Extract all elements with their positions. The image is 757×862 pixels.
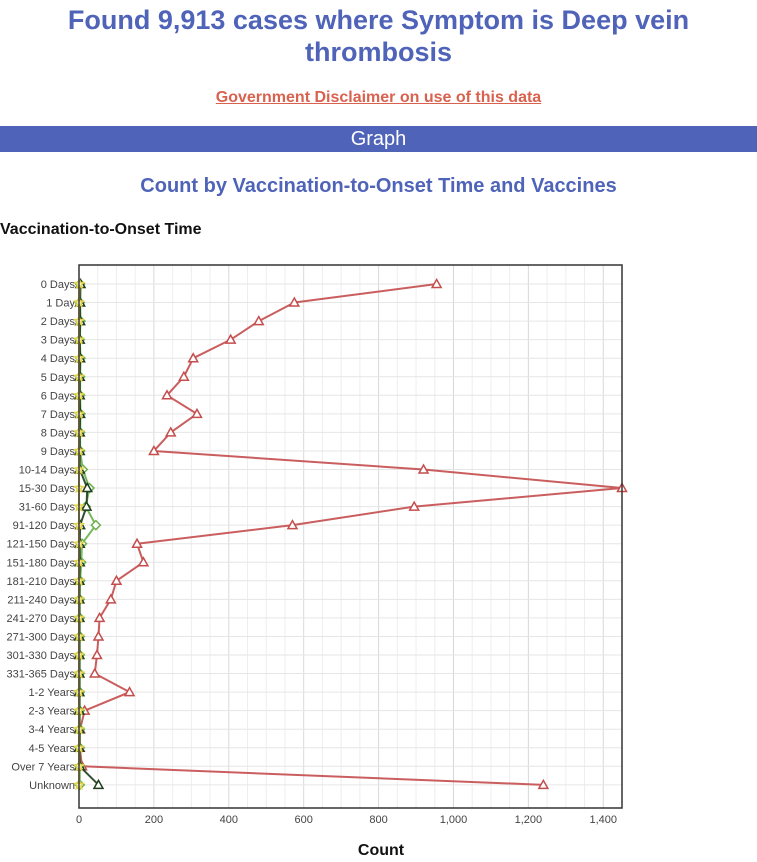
y-tick-label: 301-330 Days: [6, 650, 75, 662]
x-tick-label: 400: [219, 814, 238, 826]
grid-lines: [79, 265, 622, 808]
y-tick-label: 91-120 Days: [12, 520, 75, 533]
y-tick-label: 151-180 Days: [6, 557, 75, 570]
x-tick-label: 1,200: [514, 814, 543, 826]
y-tick-label: Over 7 Years: [11, 761, 75, 774]
y-tick-label: 15-30 Days: [18, 483, 75, 496]
y-tick-label: 4 Days: [40, 353, 75, 366]
y-tick-label: 31-60 Days: [18, 501, 75, 514]
y-tick-label: Unknown: [29, 779, 75, 792]
data-point[interactable]: [106, 595, 115, 603]
y-tick-label: 3 Days: [40, 334, 75, 347]
y-tick-label: 8 Days: [40, 427, 75, 440]
x-tick-label: 600: [294, 814, 313, 826]
y-tick-label: 1 Day: [46, 297, 75, 310]
chart-title: Count by Vaccination-to-Onset Time and Vaccines: [140, 175, 617, 197]
disclaimer-link[interactable]: Government Disclaimer on use of this data: [215, 89, 542, 106]
y-tick-label: 271-300 Days: [6, 631, 75, 644]
x-tick-label: 1,000: [439, 814, 468, 826]
y-tick-label: 241-270 Days: [6, 612, 75, 625]
y-tick-label: 6 Days: [40, 390, 75, 403]
x-tick-label: 1,400: [589, 814, 618, 826]
x-tick-label: 800: [369, 814, 388, 826]
x-tick-label: 0: [75, 814, 83, 826]
series-layer: [75, 280, 627, 790]
y-tick-label: 1-2 Years: [28, 687, 75, 700]
y-tick-label: 211-240 Days: [7, 594, 75, 607]
x-axis-label: Count: [357, 842, 405, 859]
y-tick-label: 7 Days: [40, 408, 75, 421]
y-tick-label: 331-365 Days: [6, 668, 75, 681]
section-banner: Graph: [0, 126, 757, 152]
y-tick-label: 121-150 Days: [6, 538, 75, 551]
x-tick-label: 200: [144, 814, 164, 826]
y-tick-label: 9 Days: [40, 445, 75, 458]
y-tick-label: 4-5 Years: [28, 742, 75, 755]
y-tick-label: 181-210 Days: [6, 575, 75, 588]
y-tick-label: 5 Days: [40, 371, 75, 384]
data-point[interactable]: [226, 335, 235, 343]
data-point[interactable]: [125, 688, 134, 696]
page-title: Found 9,913 cases where Symptom is Deep vein thrombosis: [67, 5, 690, 67]
series-1: [75, 280, 626, 789]
y-tick-label: 10-14 Days: [18, 464, 75, 477]
chart-plot: [0, 255, 757, 840]
y-tick-label: 3-4 Years: [28, 724, 75, 737]
y-tick-label: 0 Days: [40, 279, 75, 291]
y-tick-label: 2-3 Years: [28, 705, 75, 718]
y-axis-label: Vaccination-to-Onset Time: [0, 221, 202, 238]
y-tick-label: 2 Days: [40, 316, 75, 329]
series-line: [80, 284, 622, 785]
plot-frame: [79, 265, 622, 808]
